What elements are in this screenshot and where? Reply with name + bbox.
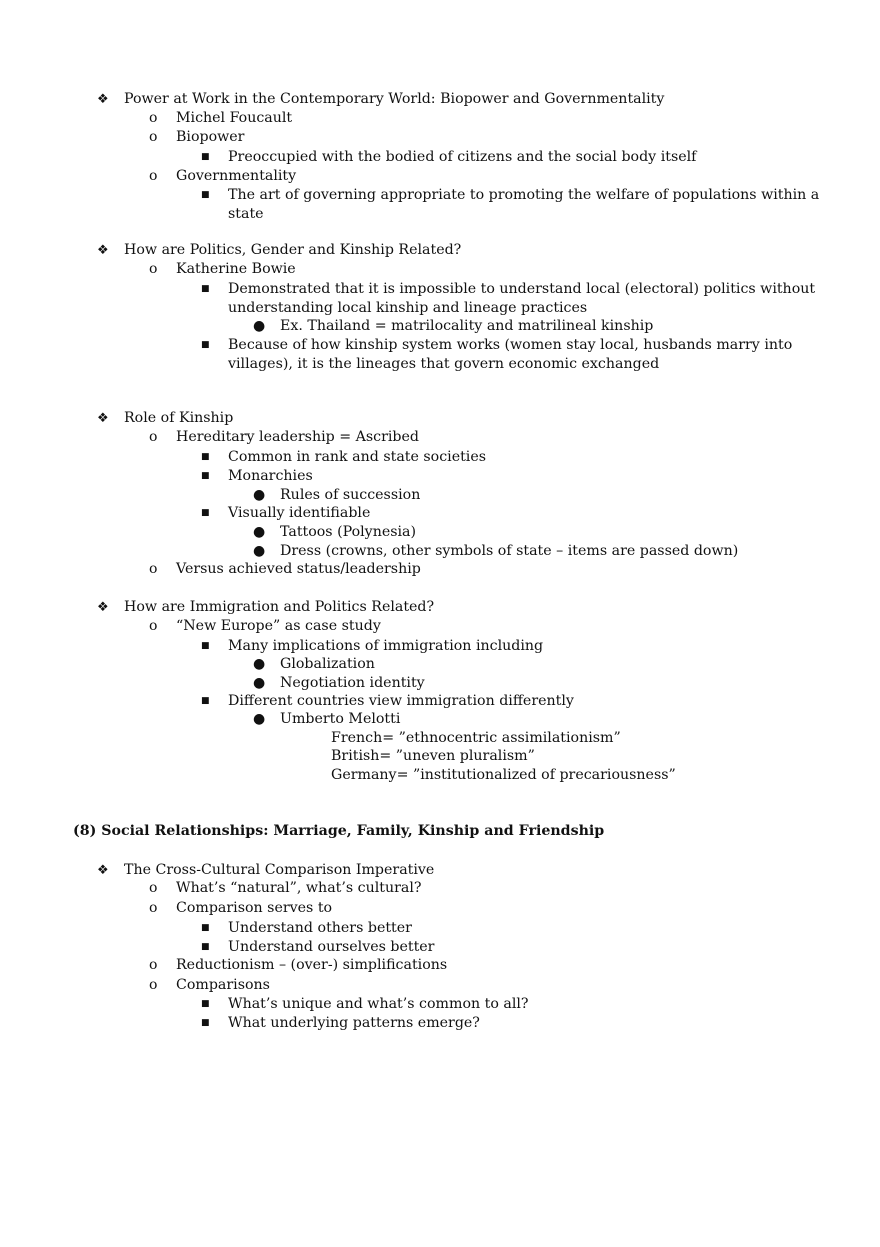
list-item: Visually identifiable — [228, 505, 371, 521]
circle-bullet-icon: o — [149, 977, 158, 993]
square-bullet-icon: ■ — [201, 508, 210, 518]
circle-bullet-icon: o — [149, 429, 158, 445]
list-item-continuation: villages), it is the lineages that govern economic exchanged — [228, 356, 660, 372]
list-item: Versus achieved status/leadership — [176, 561, 421, 577]
chapter-heading: (8) Social Relationships: Marriage, Family, Kinship and Friendship — [73, 823, 605, 839]
square-bullet-icon: ■ — [201, 1018, 210, 1028]
square-bullet-icon: ■ — [201, 471, 210, 481]
list-item: Monarchies — [228, 468, 313, 484]
list-item: Comparisons — [176, 977, 270, 993]
list-item: Comparison serves to — [176, 900, 333, 916]
list-item: Hereditary leadership = Ascribed — [176, 429, 419, 445]
circle-bullet-icon: o — [149, 880, 158, 896]
list-item: Because of how kinship system works (women stay local, husbands marry into — [228, 337, 793, 353]
list-item: Biopower — [176, 129, 245, 145]
list-item: Dress (crowns, other symbols of state – items are passed down) — [280, 543, 739, 559]
circle-bullet-icon: o — [149, 957, 158, 973]
circle-bullet-icon: o — [149, 110, 158, 126]
square-bullet-icon: ■ — [201, 152, 210, 162]
square-bullet-icon: ■ — [201, 340, 210, 350]
list-item-text: French= ”ethnocentric assimilationism” — [331, 730, 621, 746]
dot-bullet-icon: ● — [253, 543, 266, 559]
list-item: Governmentality — [176, 168, 297, 184]
circle-bullet-icon: o — [149, 618, 158, 634]
section-title-cross-cultural: The Cross-Cultural Comparison Imperative — [124, 862, 435, 878]
dot-bullet-icon: ● — [253, 656, 266, 672]
diamond-bullet-icon: ❖ — [97, 600, 109, 615]
square-bullet-icon: ■ — [201, 284, 210, 294]
list-item: Understand others better — [228, 920, 412, 936]
list-item: Michel Foucault — [176, 110, 293, 126]
list-item: Ex. Thailand = matrilocality and matrilineal kinship — [280, 318, 654, 334]
square-bullet-icon: ■ — [201, 942, 210, 952]
circle-bullet-icon: o — [149, 129, 158, 145]
square-bullet-icon: ■ — [201, 923, 210, 933]
square-bullet-icon: ■ — [201, 999, 210, 1009]
circle-bullet-icon: o — [149, 561, 158, 577]
section-title-kinship-role: Role of Kinship — [124, 410, 234, 426]
list-item: Preoccupied with the bodied of citizens and the social body itself — [228, 149, 697, 165]
list-item: Umberto Melotti — [280, 711, 401, 727]
list-item: Reductionism – (over-) simplifications — [176, 957, 448, 973]
list-item-text: Germany= ”institutionalized of precariousness” — [331, 767, 676, 783]
dot-bullet-icon: ● — [253, 711, 266, 727]
list-item: Negotiation identity — [280, 675, 425, 691]
list-item: “New Europe” as case study — [176, 618, 381, 634]
square-bullet-icon: ■ — [201, 641, 210, 651]
list-item: What underlying patterns emerge? — [228, 1015, 480, 1031]
diamond-bullet-icon: ❖ — [97, 863, 109, 878]
dot-bullet-icon: ● — [253, 487, 266, 503]
list-item: Many implications of immigration including — [228, 638, 544, 654]
dot-bullet-icon: ● — [253, 675, 266, 691]
list-item: Common in rank and state societies — [228, 449, 487, 465]
list-item: Different countries view immigration differently — [228, 693, 574, 709]
list-item: Tattoos (Polynesia) — [280, 524, 417, 540]
list-item: Globalization — [280, 656, 375, 672]
dot-bullet-icon: ● — [253, 524, 266, 540]
circle-bullet-icon: o — [149, 168, 158, 184]
list-item: The art of governing appropriate to promoting the welfare of populations within a — [228, 187, 820, 203]
list-item: Rules of succession — [280, 487, 421, 503]
list-item-continuation: state — [228, 206, 264, 222]
list-item: What’s unique and what’s common to all? — [228, 996, 529, 1012]
square-bullet-icon: ■ — [201, 696, 210, 706]
diamond-bullet-icon: ❖ — [97, 411, 109, 426]
diamond-bullet-icon: ❖ — [97, 243, 109, 258]
square-bullet-icon: ■ — [201, 190, 210, 200]
list-item-continuation: understanding local kinship and lineage practices — [228, 300, 588, 316]
section-title-immigration: How are Immigration and Politics Related? — [124, 599, 435, 615]
list-item: Demonstrated that it is impossible to understand local (electoral) politics without — [228, 281, 816, 297]
list-item: What’s “natural”, what’s cultural? — [176, 880, 422, 896]
list-item: Understand ourselves better — [228, 939, 435, 955]
dot-bullet-icon: ● — [253, 318, 266, 334]
square-bullet-icon: ■ — [201, 452, 210, 462]
diamond-bullet-icon: ❖ — [97, 92, 109, 107]
section-title-power: Power at Work in the Contemporary World: Biopower and Governmentality — [124, 91, 665, 107]
circle-bullet-icon: o — [149, 261, 158, 277]
section-title-politics-gender: How are Politics, Gender and Kinship Related? — [124, 242, 462, 258]
circle-bullet-icon: o — [149, 900, 158, 916]
list-item-text: British= ”uneven pluralism” — [331, 748, 535, 764]
list-item: Katherine Bowie — [176, 261, 296, 277]
